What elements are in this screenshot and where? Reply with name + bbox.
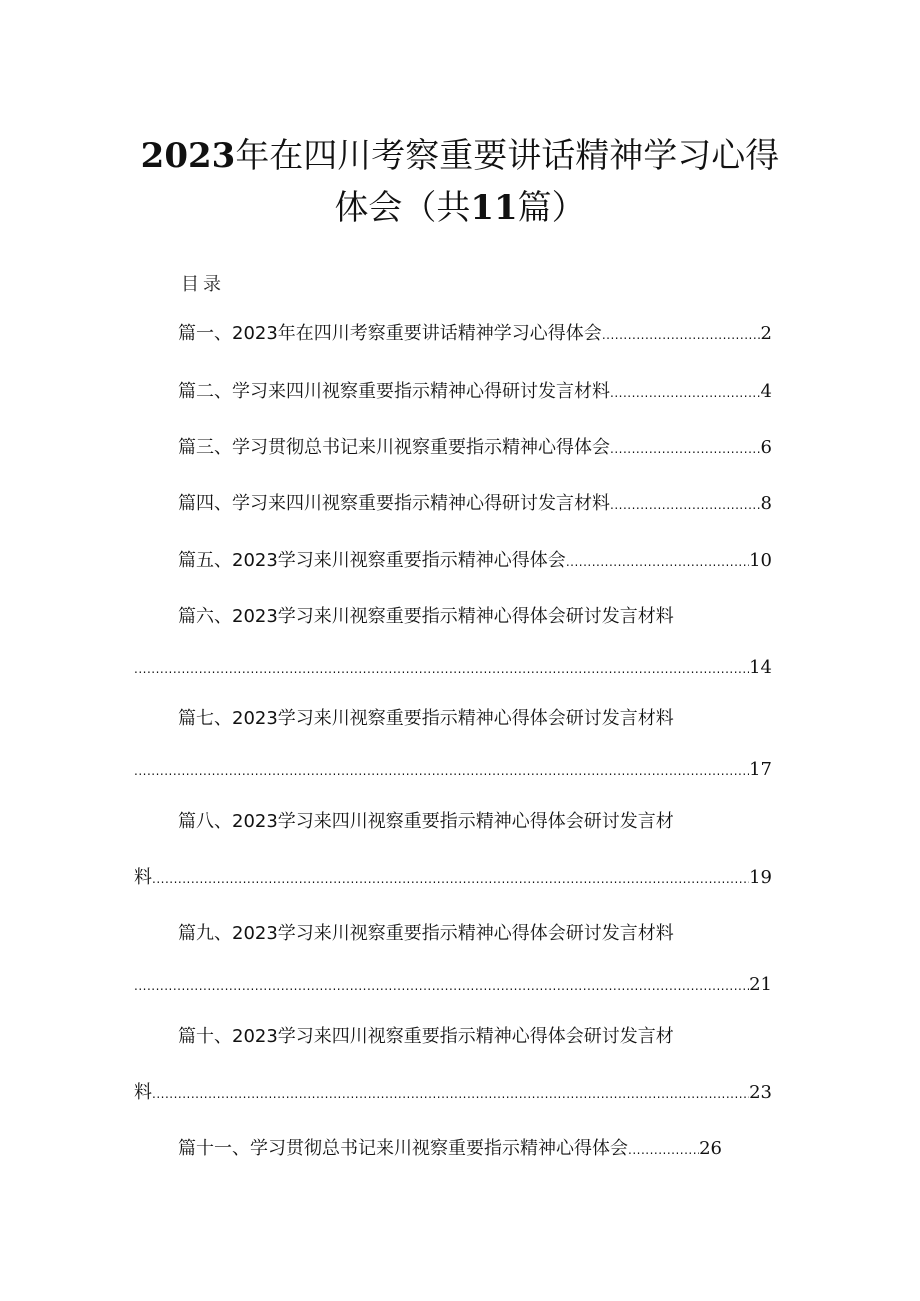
leader-dots (566, 550, 749, 574)
toc-entry-title: 篇十一、学习贯彻总书记来川视察重要指示精神心得体会 (178, 1138, 628, 1159)
toc-entry-10-title[interactable]: 篇十、2023学习来四川视察重要指示精神心得体会研讨发言材 (178, 1026, 674, 1047)
leader-dots (628, 1138, 699, 1162)
toc-entry-11[interactable] (178, 1137, 722, 1162)
leader-dots (152, 1082, 749, 1106)
leader-dots (152, 867, 749, 891)
leader-dots (134, 759, 749, 783)
toc-page-number: 23 (749, 1082, 772, 1103)
document-title-line-2 (60, 188, 860, 228)
toc-page-number: 2 (760, 323, 772, 344)
title-year: 2023 (140, 136, 236, 176)
toc-heading: 目录 (181, 274, 225, 295)
document-title-line-1 (60, 136, 860, 176)
leader-dots (610, 437, 761, 461)
toc-entry-continuation: 料 (134, 867, 152, 888)
toc-entry-title: 篇四、学习来四川视察重要指示精神心得研讨发言材料 (178, 493, 610, 514)
leader-dots (602, 323, 761, 347)
leader-dots (610, 493, 761, 517)
toc-entry-9-title[interactable]: 篇九、2023学习来川视察重要指示精神心得体会研讨发言材料 (178, 923, 674, 944)
toc-page-number: 21 (749, 974, 772, 995)
title-text-2a: 体会（共 (334, 188, 471, 228)
toc-page-number: 19 (749, 867, 772, 888)
leader-dots (134, 657, 749, 681)
toc-page-number: 4 (760, 381, 772, 402)
toc-entry-7-leader[interactable] (134, 758, 772, 783)
toc-entry-6-title[interactable]: 篇六、2023学习来川视察重要指示精神心得体会研讨发言材料 (178, 606, 674, 627)
toc-entry-8-title[interactable]: 篇八、2023学习来四川视察重要指示精神心得体会研讨发言材 (178, 811, 674, 832)
title-text-2b: 篇） (517, 188, 586, 228)
toc-entry-9-leader[interactable] (134, 973, 772, 998)
leader-dots (610, 381, 761, 405)
toc-entry-7-title[interactable]: 篇七、2023学习来川视察重要指示精神心得体会研讨发言材料 (178, 708, 674, 729)
toc-entry-title: 篇三、学习贯彻总书记来川视察重要指示精神心得体会 (178, 437, 610, 458)
toc-page-number: 8 (760, 493, 772, 514)
toc-page-number: 6 (760, 437, 772, 458)
title-count: 11 (470, 188, 518, 228)
toc-page-number: 26 (699, 1138, 722, 1159)
toc-page-number: 17 (749, 759, 772, 780)
title-text-1: 年在四川考察重要讲话精神学习心得 (235, 136, 780, 176)
toc-entry-5[interactable] (178, 549, 772, 574)
toc-entry-title: 篇二、学习来四川视察重要指示精神心得研讨发言材料 (178, 381, 610, 402)
toc-entry-1[interactable] (178, 322, 772, 347)
toc-page-number: 14 (749, 657, 772, 678)
toc-entry-2[interactable] (178, 380, 772, 405)
toc-entry-title: 篇五、2023学习来川视察重要指示精神心得体会 (178, 550, 566, 571)
toc-entry-3[interactable] (178, 436, 772, 461)
toc-entry-8-leader[interactable] (134, 866, 772, 891)
toc-entry-4[interactable] (178, 492, 772, 517)
toc-entry-title: 篇一、2023年在四川考察重要讲话精神学习心得体会 (178, 323, 602, 344)
toc-entry-continuation: 料 (134, 1082, 152, 1103)
leader-dots (134, 974, 749, 998)
toc-entry-6-leader[interactable] (134, 656, 772, 681)
toc-entry-10-leader[interactable] (134, 1081, 772, 1106)
toc-page-number: 10 (749, 550, 772, 571)
